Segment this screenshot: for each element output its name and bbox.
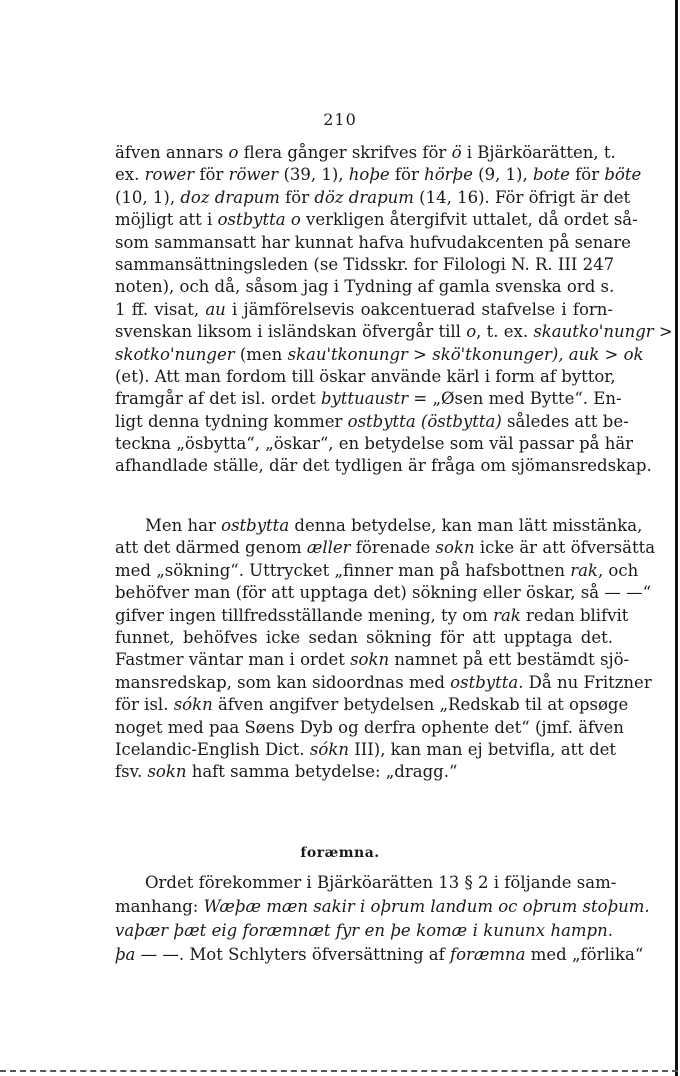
text-line: framgår af det isl. ordet byttuaustr = „Øsen med Bytte“. En-: [115, 389, 622, 409]
text-line: äfven annars o flera gånger skrifves för ö i Bjärköarätten, t.: [115, 143, 616, 162]
text-line: Fastmer väntar man i ordet sokn namnet på ett bestämdt sjö-: [115, 650, 630, 670]
page-edge-right: [675, 0, 678, 1076]
text-line: skotko'nunger (men skau'tkonungr > skö'tkonunger), auk > ok: [115, 344, 644, 364]
text-line: noget med paa Søens Dyb og derfra ophente det“ (jmf. äfven: [115, 717, 624, 737]
text-line: noten), och då, såsom jag i Tydning af gamla svenska ord s.: [115, 277, 615, 297]
text-line: Ordet förekommer i Bjärköarätten 13 § 2 i följande sam-: [145, 873, 617, 892]
paragraph-2: [115, 515, 656, 784]
text-line: med „sökning“. Uttrycket „finner man på hafsbottnen rak, och: [115, 560, 639, 580]
section-heading: foræmna.: [300, 845, 380, 861]
page-number: 210: [323, 110, 357, 129]
text-line: Men har ostbytta denna betydelse, kan man lätt misstänka,: [145, 516, 643, 535]
paragraph-1: [115, 142, 673, 478]
text-line: svenskan liksom i isländskan öfvergår till o, t. ex. skautko'nungr >: [115, 322, 673, 342]
page-edge-bottom: [0, 1070, 678, 1072]
paragraph-3: [115, 871, 650, 967]
text-line: möjligt att i ostbytta o verkligen återgifvit uttalet, då ordet så-: [115, 210, 638, 230]
text-line: ligt denna tydning kommer ostbytta (östbytta) således att be-: [115, 411, 629, 431]
text-line: behöfver man (för att upptaga det) sökning eller öskar, så — —“: [115, 583, 652, 603]
text-line: gifver ingen tillfredsställande mening, ty om rak redan blifvit: [115, 605, 629, 625]
text-line: teckna „ösbytta“, „öskar“, en betydelse som väl passar på här: [115, 434, 634, 454]
text-line: för isl. sókn äfven angifver betydelsen „Redskab til at opsøge: [115, 695, 629, 715]
text-line: (et). Att man fordom till öskar använde kärl i form af byttor,: [115, 366, 616, 386]
text-line: mansredskap, som kan sidoordnas med ostbytta. Då nu Fritzner: [115, 672, 652, 692]
text-line: Icelandic-English Dict. sókn III), kan man ej betvifla, att det: [115, 739, 617, 759]
text-line: funnet, behöfves icke sedan sökning för att upptaga det.: [115, 627, 613, 647]
text-line: vaþær þæt eig foræmnæt fyr en þe komæ i kununx hampn.: [115, 921, 613, 940]
text-line: afhandlade ställe, där det tydligen är fråga om sjömansredskap.: [115, 456, 652, 476]
text-line: 1 ff. visat, au i jämförelsevis oakcentuerad stafvelse i forn-: [115, 299, 613, 319]
text-line: att det därmed genom æller förenade sokn icke är att öfversätta: [115, 538, 656, 558]
text-line: som sammansatt har kunnat hafva hufvudakcenten på senare: [115, 232, 631, 252]
text-line: (10, 1), doz drapum för döz drapum (14, 16). För öfrigt är det: [115, 187, 631, 207]
text-line: manhang: Wæþæ mæn sakir i oþrum landum oc oþrum stoþum.: [115, 897, 650, 916]
text-line: ex. rower för röwer (39, 1), hoþe för hörþe (9, 1), bote för böte: [115, 165, 642, 185]
text-line: þa — —. Mot Schlyters öfversättning af foræmna med „förlika“: [115, 945, 644, 964]
text-line: sammansättningsleden (se Tidsskr. for Filologi N. R. III 247: [115, 254, 615, 274]
text-line: fsv. sokn haft samma betydelse: „dragg.“: [115, 762, 458, 782]
